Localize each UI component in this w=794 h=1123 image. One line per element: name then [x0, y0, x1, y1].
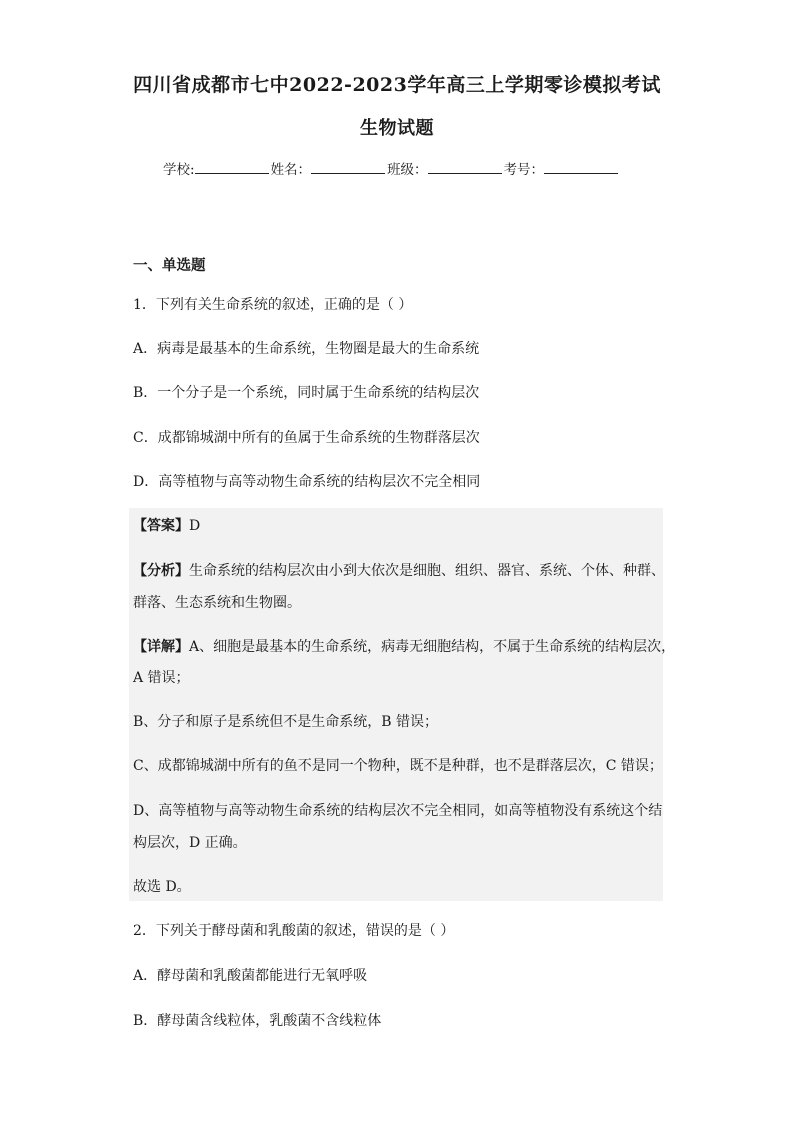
student-info-row: [163, 158, 620, 178]
detail-line5: D、高等植物与高等动物生命系统的结构层次不完全相同，如高等植物没有系统这个结: [133, 803, 663, 819]
q1-analysis: [133, 560, 665, 580]
detail-line2: A 错误；: [133, 670, 190, 686]
q2-option-b: B．酵母菌含线粒体，乳酸菌不含线粒体: [133, 1013, 382, 1029]
q1-detail: [133, 636, 675, 656]
class-blank: [428, 159, 502, 174]
class-label: 班级：: [387, 162, 428, 178]
q2-stem: 2．下列关于酵母菌和乳酸菌的叙述，错误的是（ ）: [133, 923, 455, 939]
q1-conclusion: 故选 D。: [133, 879, 191, 895]
answer-tag: 【答案】: [133, 518, 189, 534]
answer-value: D: [189, 518, 201, 534]
name-blank: [311, 159, 385, 174]
detail-line4: C、成都锦城湖中所有的鱼不是同一个物种，既不是种群，也不是群落层次，C 错误；: [133, 758, 663, 774]
school-label: 学校:: [163, 162, 195, 178]
q1-stem: 1．下列有关生命系统的叙述，正确的是（ ）: [133, 297, 413, 313]
exam-subtitle: 生物试题: [360, 118, 434, 139]
school-blank: [195, 159, 269, 174]
analysis-line2: 群落、生态系统和生物圈。: [133, 595, 301, 611]
q1-option-d: D．高等植物与高等动物生命系统的结构层次不完全相同: [133, 474, 481, 490]
exam-no-label: 考号：: [503, 162, 545, 178]
name-label: 姓名：: [270, 162, 312, 178]
q1-option-c: C．成都锦城湖中所有的鱼属于生命系统的生物群落层次: [133, 430, 480, 446]
q2-option-a: A．酵母菌和乳酸菌都能进行无氧呼吸: [133, 968, 368, 984]
exam-no-blank: [544, 159, 618, 174]
exam-title: 四川省成都市七中2022-2023学年高三上学期零诊模拟考试: [133, 74, 661, 96]
q1-answer: [133, 515, 200, 535]
section-heading: 一、单选题: [133, 257, 206, 274]
detail-line6: 构层次，D 正确。: [133, 835, 247, 851]
detail-line3: B、分子和原子是系统但不是生命系统，B 错误；: [133, 714, 439, 730]
q1-option-a: A．病毒是最基本的生命系统，生物圈是最大的生命系统: [133, 341, 480, 357]
analysis-line1: 生命系统的结构层次由小到大依次是细胞、组织、器官、系统、个体、种群、: [189, 563, 665, 579]
detail-line1: A、细胞是最基本的生命系统，病毒无细胞结构，不属于生命系统的结构层次，: [189, 639, 676, 655]
q1-option-b: B．一个分子是一个系统，同时属于生命系统的结构层次: [133, 385, 480, 401]
detail-tag: 【详解】: [133, 639, 189, 655]
analysis-tag: 【分析】: [133, 563, 189, 579]
